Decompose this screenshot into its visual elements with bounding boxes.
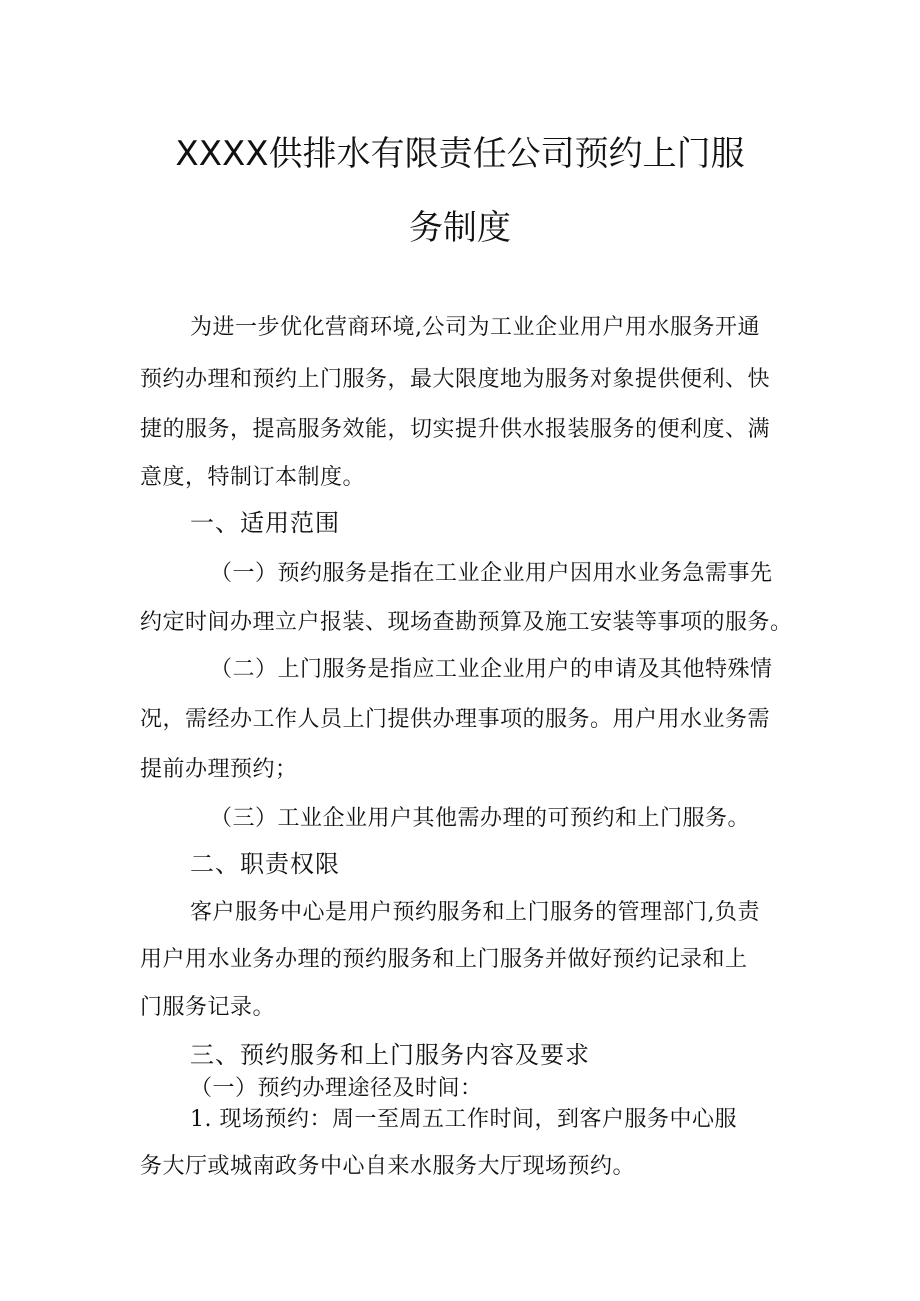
section2-line-3: 门服务记录。	[140, 995, 276, 1020]
section3-item1-line-2: 务大厅或城南政务中心自来水服务大厅现场预约。	[140, 1154, 636, 1179]
section2-line-1: 客户服务中心是用户预约服务和上门服务的管理部门,负责	[190, 900, 760, 925]
intro-line-2: 预约办理和预约上门服务，最大限度地为服务对象提供便利、快	[140, 367, 771, 392]
section1-item2-line-3: 提前办理预约；	[140, 757, 298, 782]
intro-line-4: 意度，特制订本制度。	[140, 465, 366, 490]
section1-heading: 一、适用范围	[190, 509, 340, 537]
section1-item1-line-1: （一）预约服务是指在工业企业用户因用水业务急需事先	[210, 561, 773, 586]
section3-heading: 三、预约服务和上门服务内容及要求	[190, 1041, 590, 1069]
section2-heading: 二、职责权限	[190, 850, 340, 878]
section3-item1-line-1: 1. 现场预约：周一至周五工作时间，到客户服务中心服	[190, 1107, 737, 1132]
section1-item3: （三）工业企业用户其他需办理的可预约和上门服务。	[210, 806, 751, 831]
section1-item1-line-2: 约定时间办理立户报装、现场查勘预算及施工安装等事项的服务。	[140, 610, 793, 635]
document-title-line-2: 务制度	[409, 208, 511, 248]
section1-item2-line-2: 况，需经办工作人员上门提供办理事项的服务。用户用水业务需	[140, 707, 771, 732]
section1-item2-line-1: （二）上门服务是指应工业企业用户的申请及其他特殊情	[210, 657, 773, 682]
document-title-line-1: XXXX供排水有限责任公司预约上门服	[175, 134, 745, 174]
section2-line-2: 用户用水业务办理的预约服务和上门服务并做好预约记录和上	[140, 947, 748, 972]
intro-line-3: 捷的服务，提高服务效能，切实提升供水报装服务的便利度、满	[140, 417, 771, 442]
intro-line-1: 为进一步优化营商环境,公司为工业企业用户用水服务开通	[190, 315, 760, 340]
section3-sub1: （一）预约办理途径及时间：	[190, 1076, 483, 1101]
